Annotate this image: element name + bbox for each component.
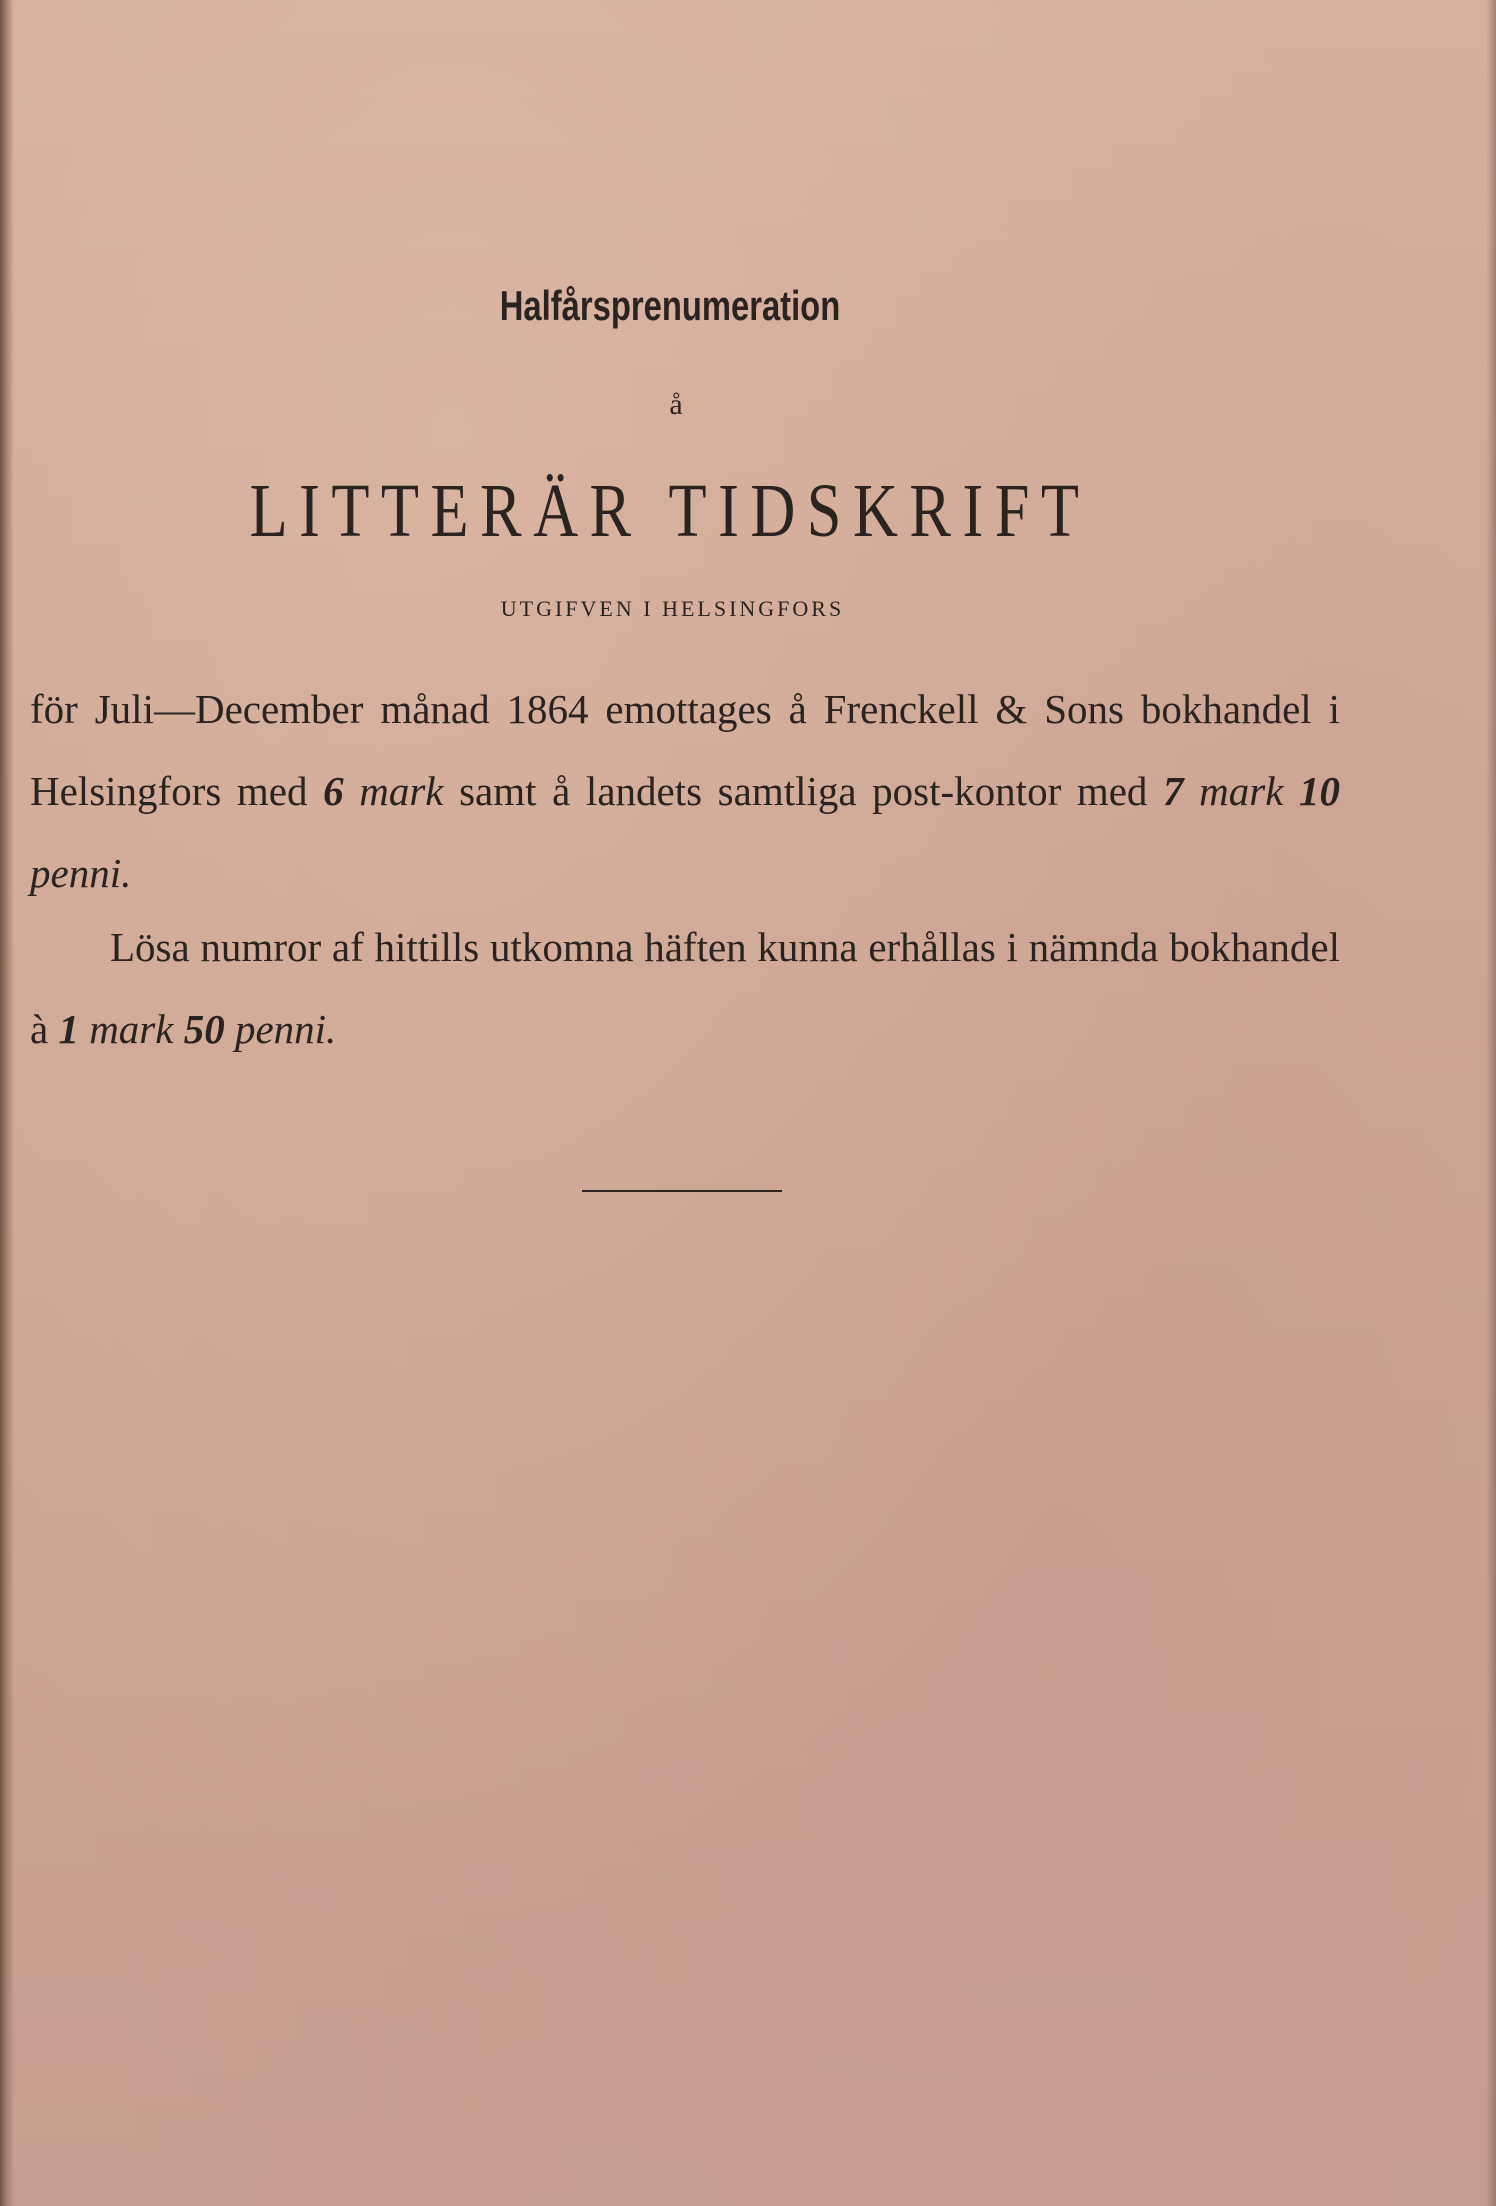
post-price-mark-unit: mark	[1199, 768, 1284, 814]
divider-rule	[582, 1190, 782, 1192]
single-price-mark-number: 1	[58, 1006, 79, 1052]
journal-subtitle: UTGIFVEN I HELSINGFORS	[500, 596, 845, 621]
single-price-penni-number: 50	[183, 1006, 225, 1052]
subscription-paragraph	[30, 668, 1340, 914]
title-preposition: å	[669, 388, 683, 421]
page-title: Halfårsprenumeration	[499, 282, 841, 329]
single-price-penni-unit: penni.	[234, 1006, 337, 1052]
paragraph1-text-middle: samt å landets samtliga post-kontor med	[443, 768, 1164, 814]
book-price-mark-unit: mark	[359, 768, 444, 814]
binding-edge	[0, 0, 14, 2206]
post-price-mark-number: 7	[1163, 768, 1184, 814]
journal-title: LITTERÄR TIDSKRIFT	[249, 469, 1091, 553]
book-price-mark-number: 6	[323, 768, 344, 814]
page-edge-shadow	[1486, 0, 1496, 2206]
post-price-penni-unit: penni.	[30, 850, 132, 896]
single-price-mark-unit: mark	[89, 1006, 174, 1052]
single-issue-paragraph	[30, 906, 1340, 1070]
post-price-penni-number: 10	[1299, 768, 1341, 814]
paragraph2-text: Lösa numror af hittills utkomna häften kunna erhållas i nämnda bokhandel à	[30, 924, 1340, 1052]
paragraph1-text-start: för Juli—December månad 1864 emottages å Frenckell & Sons bokhandel i Helsingfors med	[30, 686, 1340, 814]
